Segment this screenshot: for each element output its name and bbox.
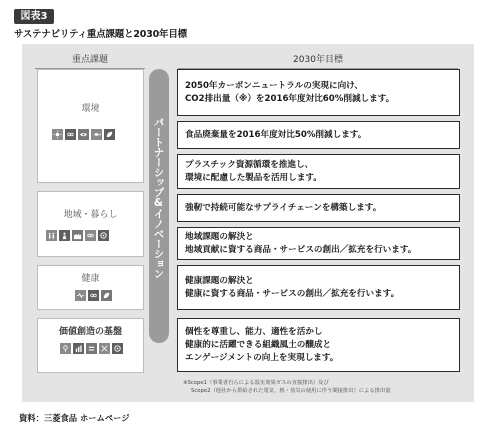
peace-icon [99,343,110,354]
goal-box-supply-chain [177,194,460,222]
eye-icon [78,129,89,140]
fish-icon [91,129,102,140]
goal-line: 健康的に活躍できる組織風土の醸成と [185,339,332,350]
right-column-header-text: 2030年目標 [293,55,343,65]
issue-environment [37,69,144,183]
goal-box-organization [177,318,460,372]
equal-icon [86,343,97,354]
goal-line: 健康に資する商品・サービスの創出／拡充を行います。 [185,288,400,299]
goal-box-plastic [177,154,460,189]
infinity-icon [65,129,76,140]
chart-icon [73,343,84,354]
handshake-icon [112,343,123,354]
sdg-icon-row [52,129,115,140]
issue-label: 地域・暮らし [63,210,118,220]
goal-line: 環境に配慮した製品を活用します。 [185,172,322,183]
goal-line: 個性を尊重し、能力、適性を活かし [185,326,323,337]
goal-line: 健康課題の解決と [185,275,254,286]
goal-line: プラスチック資源循環を推進し、 [185,159,314,170]
goal-box-community [177,227,460,260]
leaf-icon [101,290,112,301]
goal-line: CO2排出量（※）を2016年度対比60%削減します。 [185,93,395,104]
family-icon [46,230,57,241]
issue-value-creation [37,318,144,373]
partnership-innovation-label: パートナーシップ&イノベーション [152,117,165,279]
goal-line: 2050年カーボンニュートラルの実現に向け、 [185,80,364,91]
heart-pulse-icon [75,290,86,301]
issue-health [37,265,144,310]
left-column-header [35,52,145,66]
goal-box-food-waste [177,121,460,149]
issue-community [37,191,144,257]
figure-badge: 図表3 [14,9,54,24]
people-icon [59,230,70,241]
issue-label: 価値創造の基盤 [58,327,122,337]
infinity-icon [88,290,99,301]
infinity-icon [85,230,96,241]
footnote-line-1: ※Scope1（事業者自らによる温室効果ガスの直接排出）及び [183,380,329,386]
venus-icon [60,343,71,354]
goal-box-health [177,265,460,310]
handshake-icon [98,230,109,241]
source-credit: 資料：三菱食品 ホームページ [19,413,130,423]
leaf-icon [104,129,115,140]
footnote-line-2: Scope2（他社から供給された電気、熱・蒸気の使用に伴う間接排出）による排出量 [191,388,391,394]
right-column-header [178,52,458,66]
left-column-header-text: 重点課題 [71,55,108,65]
factory-icon [72,230,83,241]
goal-line: 食品廃棄量を2016年度対比50%削減します。 [185,129,367,140]
goal-line: 地域課題の解決と [185,231,254,242]
partnership-innovation-bar [149,69,169,343]
goal-line: 地域貢献に資する商品・サービスの創出／拡充を行います。 [185,244,417,255]
goal-box-carbon [177,69,460,116]
sdg-icon-row [75,290,112,301]
figure-title: サステナビリティ重点課題と2030年目標 [14,29,187,40]
issue-label: 環境 [81,104,100,114]
goal-line: 強靭で持続可能なサプライチェーンを構築します。 [185,202,382,213]
footnote [183,379,391,395]
sdg-icon-row [46,230,109,241]
goal-line: エンゲージメントの向上を実現します。 [185,352,339,363]
issue-label: 健康 [81,274,100,284]
sdg-icon-row [60,343,123,354]
sun-icon [52,129,63,140]
